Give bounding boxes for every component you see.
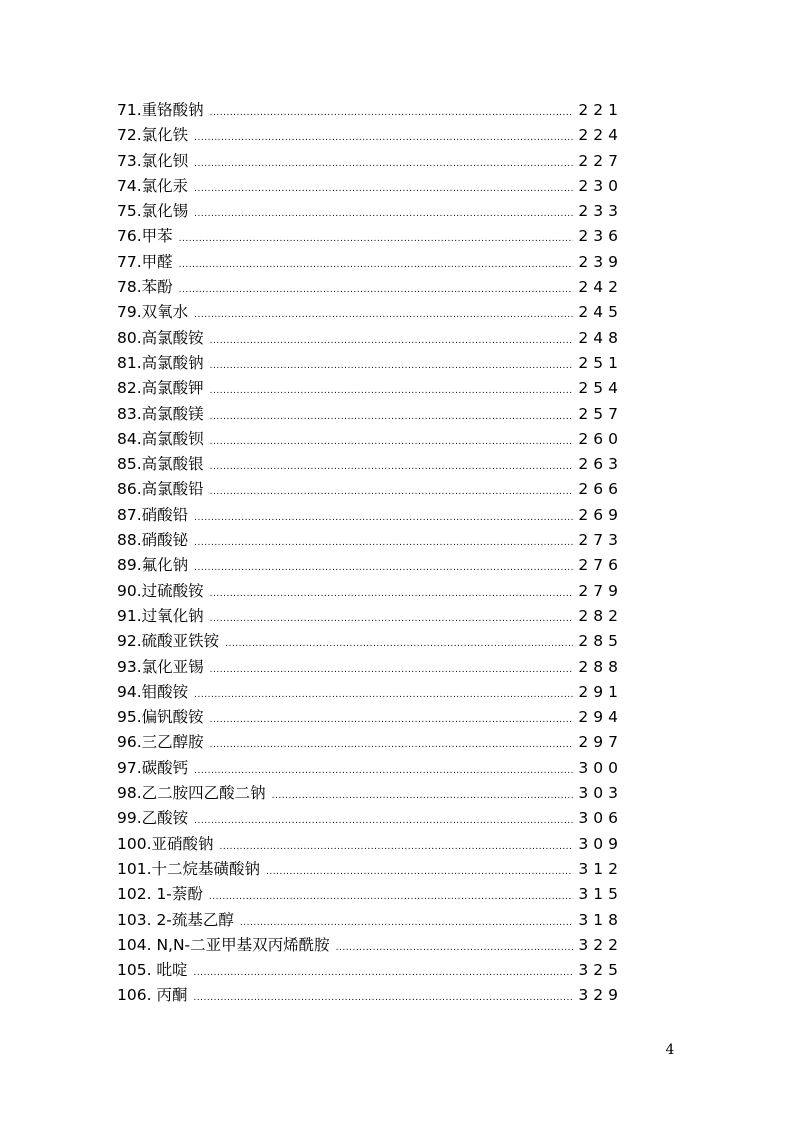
toc-entry[interactable] — [117, 275, 623, 300]
toc-entry-page: 236 — [578, 227, 623, 246]
toc-entry-title: 76.甲苯 — [117, 227, 173, 246]
dot-leader — [210, 329, 573, 354]
dot-leader — [194, 177, 573, 202]
toc-entry-title: 91.过氧化钠 — [117, 606, 204, 625]
toc-entry-page: 297 — [578, 733, 623, 752]
toc-entry[interactable] — [117, 629, 623, 654]
dot-leader — [194, 809, 573, 834]
toc-entry[interactable] — [117, 402, 623, 427]
dot-leader — [210, 405, 573, 430]
toc-entry[interactable] — [117, 579, 623, 604]
toc-entry-page: 282 — [578, 606, 623, 625]
toc-entry-title: 95.偏钒酸铵 — [117, 708, 204, 727]
toc-entry-title: 71.重铬酸钠 — [117, 101, 204, 119]
dot-leader — [210, 708, 573, 733]
toc-entry-title: 73.氯化钡 — [117, 151, 189, 170]
toc-entry[interactable] — [117, 730, 623, 755]
toc-entry-page: 329 — [578, 986, 623, 1005]
toc-entry-title: 82.高氯酸钾 — [117, 379, 204, 398]
toc-entry-page: 266 — [578, 480, 623, 499]
toc-entry[interactable] — [117, 806, 623, 831]
toc-entry-title: 104. N,N-二亚甲基双丙烯酰胺 — [117, 935, 330, 954]
toc-entry-page: 230 — [578, 176, 623, 195]
dot-leader — [194, 683, 573, 708]
toc-entry-page: 224 — [578, 126, 623, 145]
toc-entry[interactable] — [117, 477, 623, 502]
dot-leader — [179, 278, 573, 303]
dot-leader — [193, 986, 573, 1011]
dot-leader — [194, 303, 573, 328]
toc-entry-title: 100.亚硝酸钠 — [117, 834, 214, 853]
toc-entry-title: 84.高氯酸钡 — [117, 429, 204, 448]
table-of-contents — [117, 98, 623, 1009]
toc-entry-page: 279 — [578, 581, 623, 600]
dot-leader — [210, 733, 573, 758]
toc-entry-page: 273 — [578, 531, 623, 550]
toc-entry-title: 72.氯化铁 — [117, 126, 189, 145]
toc-entry-page: 309 — [578, 834, 623, 853]
toc-entry[interactable] — [117, 857, 623, 882]
dot-leader — [179, 227, 573, 252]
toc-entry[interactable] — [117, 705, 623, 730]
dot-leader — [210, 582, 573, 607]
toc-entry-page: 221 — [578, 101, 623, 119]
toc-entry-title: 103. 2-巯基乙醇 — [117, 910, 234, 929]
toc-entry-page: 291 — [578, 682, 623, 701]
toc-entry-page: 254 — [578, 379, 623, 398]
toc-entry[interactable] — [117, 174, 623, 199]
toc-entry-title: 98.乙二胺四乙酸二钠 — [117, 784, 266, 803]
dot-leader — [272, 784, 573, 809]
toc-entry-title: 94.钼酸铵 — [117, 682, 189, 701]
toc-entry[interactable] — [117, 553, 623, 578]
toc-entry-title: 77.甲醛 — [117, 252, 173, 271]
toc-entry-page: 251 — [578, 353, 623, 372]
toc-entry-title: 85.高氯酸银 — [117, 455, 204, 474]
toc-entry-title: 90.过硫酸铵 — [117, 581, 204, 600]
toc-entry-title: 88.硝酸铋 — [117, 531, 189, 550]
toc-entry[interactable] — [117, 958, 623, 983]
dot-leader — [194, 531, 573, 556]
toc-entry[interactable] — [117, 528, 623, 553]
toc-entry-title: 99.乙酸铵 — [117, 809, 189, 828]
toc-entry-page: 260 — [578, 429, 623, 448]
toc-entry-page: 303 — [578, 784, 623, 803]
toc-entry-page: 315 — [578, 885, 623, 904]
toc-entry-title: 102. 1-萘酚 — [117, 885, 203, 904]
toc-entry-title: 74.氯化汞 — [117, 176, 189, 195]
toc-entry-page: 242 — [578, 278, 623, 297]
toc-entry[interactable] — [117, 983, 623, 1008]
toc-entry-page: 263 — [578, 455, 623, 474]
toc-entry-page: 239 — [578, 252, 623, 271]
toc-entry-title: 96.三乙醇胺 — [117, 733, 204, 752]
dot-leader — [210, 430, 573, 455]
toc-entry[interactable] — [117, 503, 623, 528]
toc-entry-page: 276 — [578, 556, 623, 575]
dot-leader — [210, 101, 573, 126]
toc-entry-title: 105. 吡啶 — [117, 961, 188, 980]
toc-entry-title: 87.硝酸铅 — [117, 505, 189, 524]
toc-entry-title: 78.苯酚 — [117, 278, 173, 297]
page-number: 4 — [665, 1042, 675, 1058]
toc-entry-page: 245 — [578, 303, 623, 322]
toc-entry-title: 93.氯化亚锡 — [117, 657, 204, 676]
dot-leader — [194, 152, 573, 177]
toc-entry[interactable] — [117, 427, 623, 452]
dot-leader — [225, 632, 573, 657]
toc-entry-page: 248 — [578, 328, 623, 347]
toc-entry-title: 83.高氯酸镁 — [117, 404, 204, 423]
toc-entry[interactable] — [117, 123, 623, 148]
toc-entry[interactable] — [117, 655, 623, 680]
toc-entry-title: 80.高氯酸铵 — [117, 328, 204, 347]
dot-leader — [194, 556, 573, 581]
toc-entry-title: 106. 丙酮 — [117, 986, 188, 1005]
toc-entry-title: 97.碳酸钙 — [117, 758, 189, 777]
dot-leader — [210, 379, 573, 404]
toc-entry-title: 92.硫酸亚铁铵 — [117, 632, 220, 651]
toc-entry-page: 269 — [578, 505, 623, 524]
toc-entry-page: 257 — [578, 404, 623, 423]
toc-entry[interactable] — [117, 680, 623, 705]
dot-leader — [210, 354, 573, 379]
dot-leader — [336, 936, 573, 961]
toc-entry-page: 322 — [578, 935, 623, 954]
dot-leader — [210, 455, 573, 480]
toc-entry[interactable] — [117, 882, 623, 907]
toc-entry-title: 75.氯化锡 — [117, 202, 189, 221]
toc-entry[interactable] — [117, 452, 623, 477]
toc-entry[interactable] — [117, 300, 623, 325]
dot-leader — [194, 126, 573, 151]
toc-entry-title: 86.高氯酸铅 — [117, 480, 204, 499]
toc-entry-title: 79.双氧水 — [117, 303, 189, 322]
toc-entry-page: 300 — [578, 758, 623, 777]
toc-entry-page: 288 — [578, 657, 623, 676]
dot-leader — [194, 506, 573, 531]
dot-leader — [220, 835, 573, 860]
dot-leader — [210, 658, 573, 683]
toc-entry[interactable] — [117, 98, 623, 123]
dot-leader — [266, 860, 573, 885]
toc-entry-page: 285 — [578, 632, 623, 651]
dot-leader — [179, 253, 573, 278]
toc-entry[interactable] — [117, 199, 623, 224]
toc-entry-page: 227 — [578, 151, 623, 170]
toc-entry[interactable] — [117, 832, 623, 857]
toc-entry[interactable] — [117, 933, 623, 958]
dot-leader — [193, 961, 573, 986]
toc-entry[interactable] — [117, 781, 623, 806]
toc-entry[interactable] — [117, 326, 623, 351]
toc-entry[interactable] — [117, 224, 623, 249]
dot-leader — [194, 202, 573, 227]
toc-entry[interactable] — [117, 376, 623, 401]
toc-entry-page: 325 — [578, 961, 623, 980]
dot-leader — [210, 607, 573, 632]
dot-leader — [209, 885, 573, 910]
toc-entry-page: 312 — [578, 859, 623, 878]
toc-entry-title: 101.十二烷基磺酸钠 — [117, 859, 261, 878]
dot-leader — [210, 480, 573, 505]
toc-entry[interactable] — [117, 149, 623, 174]
toc-entry[interactable] — [117, 604, 623, 629]
toc-entry-title: 81.高氯酸钠 — [117, 353, 204, 372]
toc-entry[interactable] — [117, 756, 623, 781]
toc-entry-title: 89.氟化钠 — [117, 556, 189, 575]
toc-entry-page: 294 — [578, 708, 623, 727]
toc-entry[interactable] — [117, 250, 623, 275]
toc-entry-page: 318 — [578, 910, 623, 929]
toc-entry-page: 233 — [578, 202, 623, 221]
toc-entry-page: 306 — [578, 809, 623, 828]
toc-entry[interactable] — [117, 908, 623, 933]
toc-entry[interactable] — [117, 351, 623, 376]
